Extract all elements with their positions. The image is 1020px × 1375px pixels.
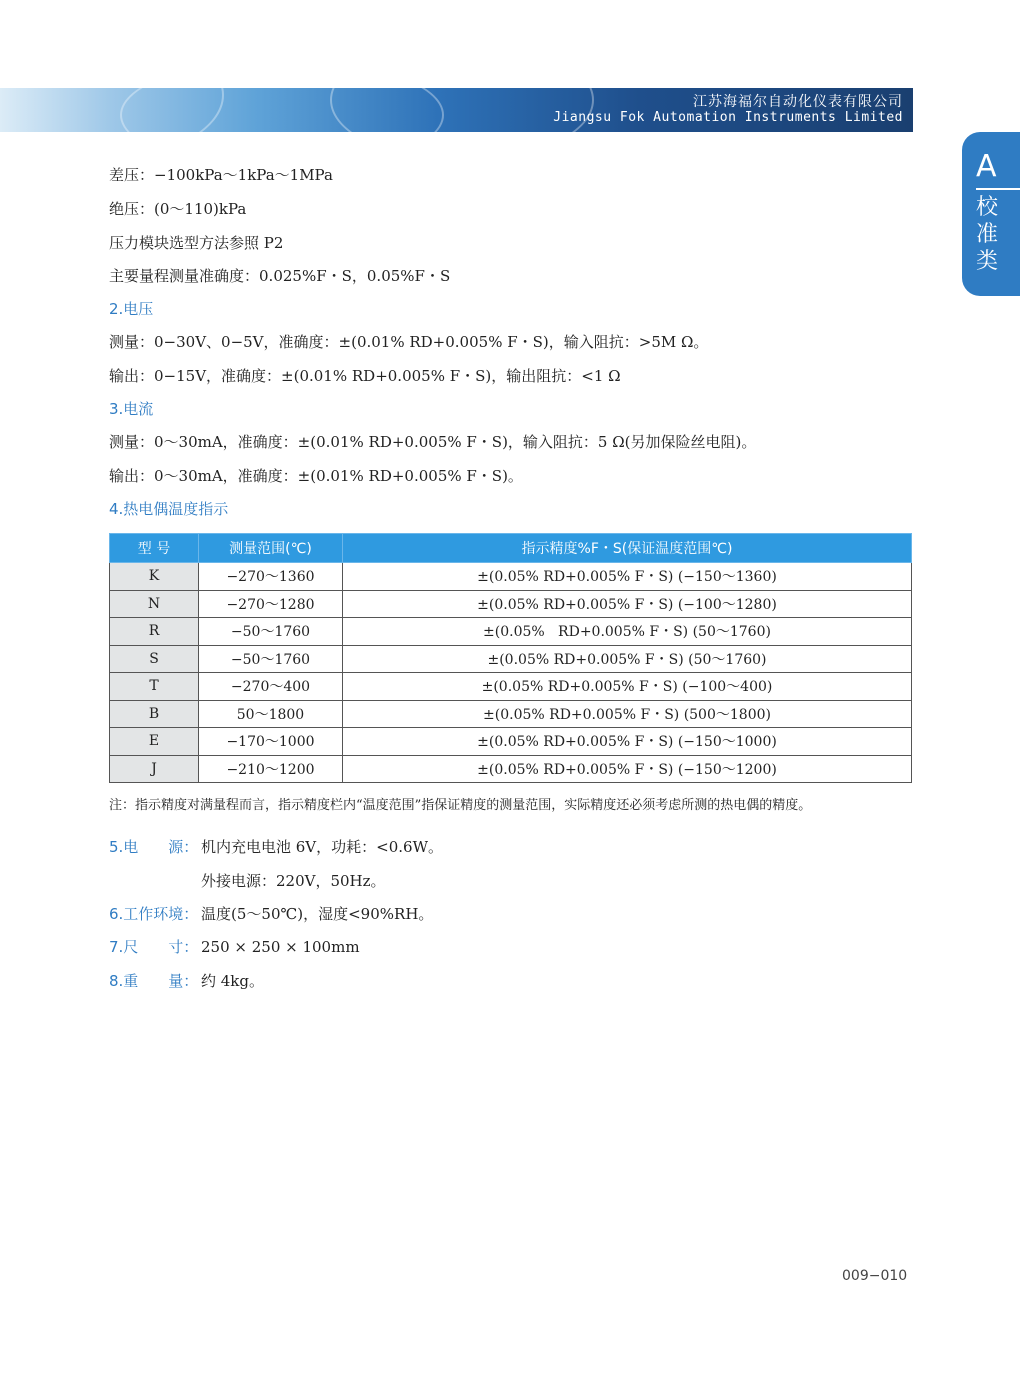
spec-env-label: 6.工作环境： [109, 905, 199, 923]
pressure-accuracy: 主要量程测量准确度：0.025%F・S，0.05%F・S [109, 267, 451, 285]
spec-size-label: 7.尺 寸： [109, 938, 199, 956]
spec-size-value: 250 × 250 × 100mm [201, 938, 360, 956]
spec-weight-label: 8.重 量： [109, 972, 199, 990]
voltage-measure: 测量：0−30V、0−5V，准确度：±(0.01% RD+0.005% F・S)，输入阻抗：>5M Ω。 [109, 333, 709, 351]
spec-weight-value: 约 4kg。 [201, 972, 265, 990]
range-cell: −50～1760 [199, 618, 343, 646]
pressure-diff: 差压：−100kPa～1kPa～1MPa [109, 166, 333, 184]
section-tab-rule [976, 188, 1020, 190]
model-cell: J [110, 755, 199, 783]
range-cell: −270～1280 [199, 590, 343, 618]
spec-weight [109, 970, 264, 991]
table-row [110, 563, 912, 591]
spec-power [109, 836, 443, 857]
model-cell: R [110, 618, 199, 646]
spec-power-ext-value: 外接电源：220V，50Hz。 [201, 872, 386, 890]
range-cell: −270～1360 [199, 563, 343, 591]
voltage-heading: 2.电压 [109, 300, 154, 318]
table-row [110, 728, 912, 756]
model-cell: T [110, 673, 199, 701]
header-banner [0, 88, 913, 132]
table-row [110, 755, 912, 783]
table-note: 注：指示精度对满量程而言，指示精度栏内“温度范围”指保证精度的测量范围，实际精度还必须考虑所测的热电偶的精度。 [109, 798, 812, 813]
model-cell: E [110, 728, 199, 756]
spec-size [109, 936, 360, 957]
spec-power-label: 5.电 源： [109, 838, 199, 856]
column-header-accuracy: 指示精度%F・S(保证温度范围℃) [343, 534, 912, 563]
table-row [110, 700, 912, 728]
column-header-range: 测量范围(℃) [199, 534, 343, 563]
spec-environment [109, 903, 433, 924]
model-cell: B [110, 700, 199, 728]
current-measure: 测量：0～30mA，准确度：±(0.01% RD+0.005% F・S)，输入阻抗：5 Ω(另加保险丝电阻)。 [109, 433, 757, 451]
accuracy-cell: ±(0.05% RD+0.005% F・S) (−150～1000) [343, 728, 912, 756]
section-tab [962, 132, 1020, 296]
thermocouple-heading: 4.热电偶温度指示 [109, 500, 229, 518]
accuracy-cell: ±(0.05% RD+0.005% F・S) (−150～1200) [343, 755, 912, 783]
table-row [110, 618, 912, 646]
range-cell: 50～1800 [199, 700, 343, 728]
range-cell: −50～1760 [199, 645, 343, 673]
spec-env-value: 温度(5～50℃)，湿度<90%RH。 [201, 905, 434, 923]
voltage-output: 输出：0−15V，准确度：±(0.01% RD+0.005% F・S)，输出阻抗：<1 Ω [109, 367, 621, 385]
pressure-abs: 绝压：(0～110)kPa [109, 200, 247, 218]
range-cell: −210～1200 [199, 755, 343, 783]
company-name-en: Jiangsu Fok Automation Instruments Limited [553, 110, 903, 125]
accuracy-cell: ±(0.05% RD+0.005% F・S) (−100～1280) [343, 590, 912, 618]
pressure-module-ref: 压力模块选型方法参照 P2 [109, 234, 284, 252]
accuracy-cell: ±(0.05% RD+0.005% F・S) (500～1800) [343, 700, 912, 728]
accuracy-cell: ±(0.05% RD+0.005% F・S) (50～1760) [343, 618, 912, 646]
range-cell: −170～1000 [199, 728, 343, 756]
table-row [110, 645, 912, 673]
model-cell: K [110, 563, 199, 591]
section-tab-label: 校准类 [976, 195, 999, 274]
current-output: 输出：0～30mA，准确度：±(0.01% RD+0.005% F・S)。 [109, 467, 523, 485]
thermocouple-table [109, 533, 912, 783]
page-number: 009−010 [842, 1268, 908, 1284]
column-header-model: 型 号 [110, 534, 199, 563]
accuracy-cell: ±(0.05% RD+0.005% F・S) (−100～400) [343, 673, 912, 701]
accuracy-cell: ±(0.05% RD+0.005% F・S) (50～1760) [343, 645, 912, 673]
model-cell: S [110, 645, 199, 673]
range-cell: −270～400 [199, 673, 343, 701]
table-header-row [110, 534, 912, 563]
section-tab-letter: A [976, 149, 997, 184]
current-heading: 3.电流 [109, 400, 154, 418]
accuracy-cell: ±(0.05% RD+0.005% F・S) (−150～1360) [343, 563, 912, 591]
spec-power-external [109, 870, 386, 891]
model-cell: N [110, 590, 199, 618]
company-name-cn: 江苏海福尔自动化仪表有限公司 [693, 94, 903, 110]
table-row [110, 673, 912, 701]
table-row [110, 590, 912, 618]
spec-power-value: 机内充电电池 6V，功耗：<0.6W。 [201, 838, 443, 856]
